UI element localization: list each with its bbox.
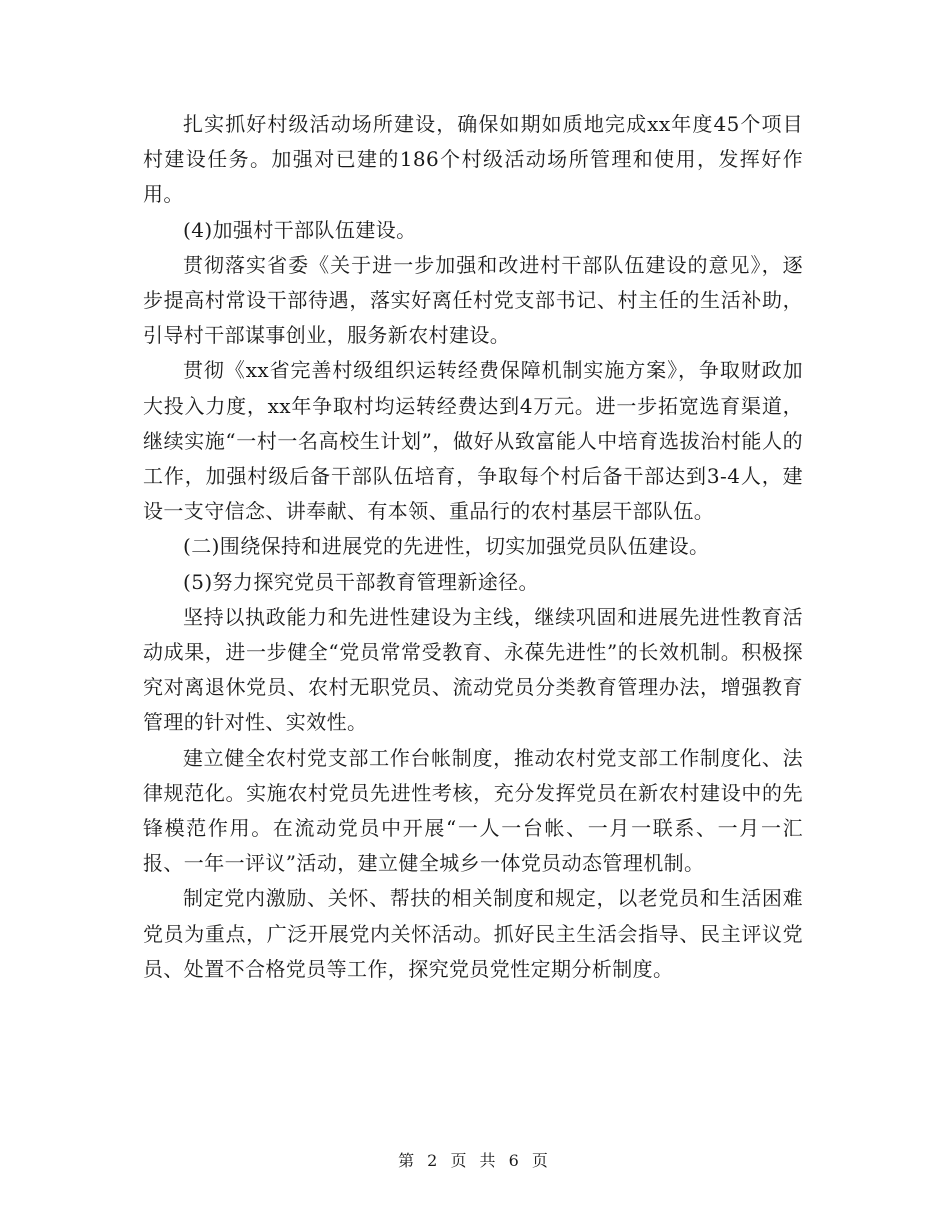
paragraph-governing-capacity: 坚持以执政能力和先进性建设为主线，继续巩固和进展先进性教育活动成果，进一步健全“党员常常受教育、永葆先进性”的长效机制。积极探究对离退休党员、农村无职党员、流动党员分类教育管理办法，增强教育管理的针对性、实效性。 xyxy=(143,604,803,735)
page-number-footer: 第 2 页 共 6 页 xyxy=(398,1151,552,1170)
paragraph-funding-plan: 贯彻《xx省完善村级组织运转经费保障机制实施方案》，争取财政加大投入力度，xx年争取村均运转经费达到4万元。进一步拓宽选育渠道，继续实施“一村一名高校生计划”，做好从致富能人中培育选拔治村能人的工作，加强村级后备干部队伍培育，争取每个村后备干部达到3-4人，建设一支守信念、讲奉献、有本领、重品行的农村基层干部队伍。 xyxy=(143,358,803,524)
heading-education-management: (5)努力探究党员干部教育管理新途径。 xyxy=(183,569,539,594)
paragraph-ledger-system: 建立健全农村党支部工作台帐制度，推动农村党支部工作制度化、法律规范化。实施农村党员先进性考核，充分发挥党员在新农村建设中的先锋模范作用。在流动党员中开展“一人一台帐、一月一联系、一月一汇报、一年一评议”活动，建立健全城乡一体党员动态管理机制。 xyxy=(143,745,803,876)
heading-village-cadres: (4)加强村干部队伍建设。 xyxy=(183,217,417,242)
paragraph-village-venues: 扎实抓好村级活动场所建设，确保如期如质地完成xx年度45个项目村建设任务。加强对已建的186个村级活动场所管理和使用，发挥好作用。 xyxy=(143,112,803,207)
paragraph-cadre-opinion: 贯彻落实省委《关于进一步加强和改进村干部队伍建设的意见》，逐步提高村常设干部待遇，落实好离任村党支部书记、村主任的生活补助，引导村干部谋事创业，服务新农村建设。 xyxy=(143,252,803,348)
document-body xyxy=(143,107,803,987)
paragraph-care-measures: 制定党内激励、关怀、帮扶的相关制度和规定，以老党员和生活困难党员为重点，广泛开展党内关怀活动。抓好民主生活会指导、民主评议党员、处置不合格党员等工作，探究党员党性定期分析制度。 xyxy=(143,886,803,981)
heading-party-members: (二)围绕保持和进展党的先进性，切实加强党员队伍建设。 xyxy=(183,534,710,559)
